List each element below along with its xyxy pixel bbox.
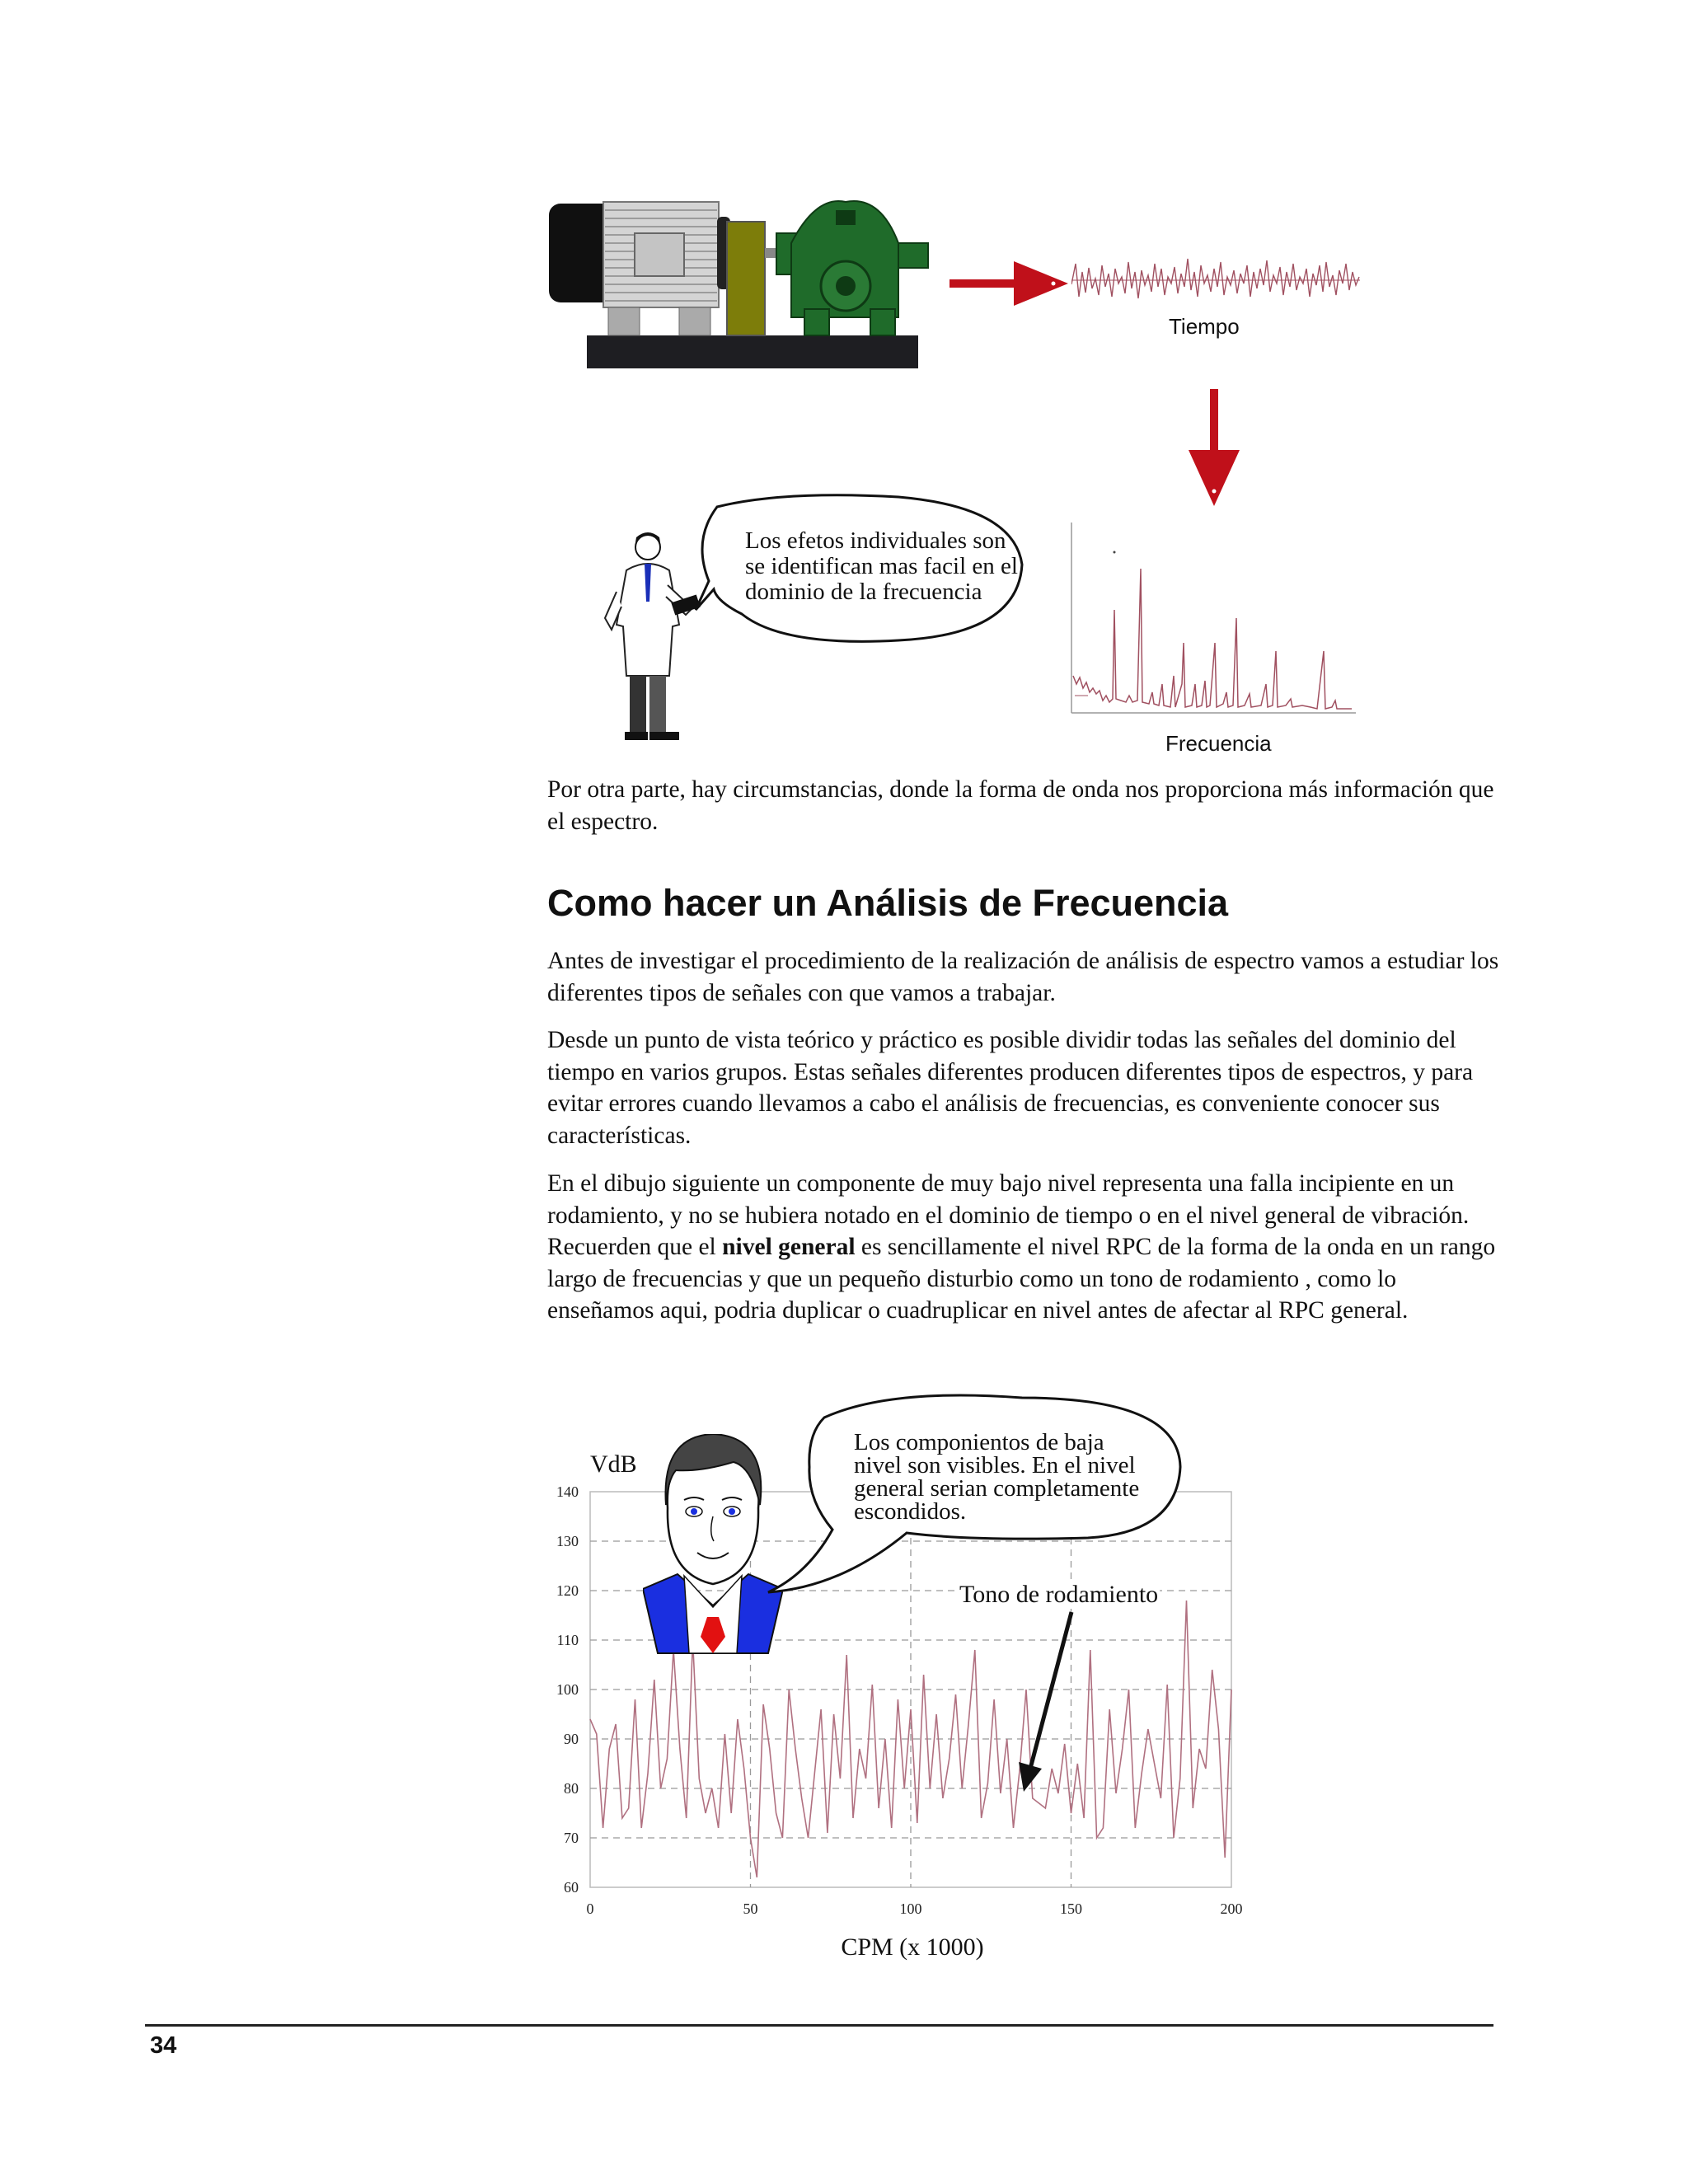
machine-illustration <box>544 194 940 375</box>
x-tick-label: 50 <box>743 1900 758 1917</box>
arrow-down-left-icon <box>1006 1607 1088 1797</box>
footer-rule <box>145 2024 1493 2027</box>
y-tick-label: 90 <box>564 1731 579 1747</box>
paragraph-3: Desde un punto de vista teórico y práctico es posible dividir todas las señales del dominio del tiempo en varios grupos. Estas señales diferentes producen diferentes tipos de espectros, y para evitar errores cuando llevamos a cabo el análisis de frecuencias, es conveniente conocer sus características. <box>547 1027 1474 1149</box>
bubble-line: dominio de la frecuencia <box>745 579 982 605</box>
x-tick-label: 150 <box>1060 1900 1082 1917</box>
y-tick-label: 130 <box>556 1533 579 1549</box>
y-axis-label: VdB <box>590 1451 637 1478</box>
page-number: 34 <box>150 2032 177 2059</box>
bubble-text-2 <box>854 1431 1139 1523</box>
bubble-line: nivel son visibles. En el nivel <box>854 1452 1136 1479</box>
x-tick-label: 200 <box>1220 1900 1243 1917</box>
time-waveform <box>1071 247 1360 305</box>
y-tick-label: 100 <box>556 1681 579 1698</box>
bubble-line: se identifican mas facil en el <box>745 553 1018 579</box>
bubble-text <box>745 528 1018 605</box>
frequency-label: Frecuencia <box>1165 731 1272 756</box>
paragraph-1: Por otra parte, hay circumstancias, donde la forma de onda nos proporciona más información que el espectro. <box>547 776 1494 835</box>
bubble-line: Los efetos individuales son <box>745 527 1006 554</box>
y-tick-label: 80 <box>564 1780 579 1797</box>
frequency-spectrum <box>1063 519 1360 717</box>
paragraph-4-text-end: es sencillamente el nivel RPC de la forma de la onda en un rango largo de frecuencias y que un pequeño disturbio como un tono de rodamiento , como lo enseñamos aqui, podria duplicar o cuadruplicar en nivel antes de afectar al RPC general. <box>547 1234 1496 1324</box>
bubble-line: general serian completamente <box>854 1475 1140 1502</box>
section-heading: Como hacer un Análisis de Frecuencia <box>547 882 1229 924</box>
y-tick-label: 110 <box>556 1632 579 1648</box>
time-label: Tiempo <box>1169 314 1240 339</box>
paragraph-4-bold: nivel general <box>722 1234 856 1260</box>
arrow-down-icon <box>1187 387 1241 508</box>
y-tick-label: 120 <box>556 1582 579 1599</box>
paragraph-2: Antes de investigar el procedimiento de la realización de análisis de espectro vamos a estudiar los diferentes tipos de señales con que vamos a trabajar. <box>547 948 1499 1006</box>
x-tick-label: 100 <box>899 1900 922 1917</box>
bearing-tone-annotation: Tono de rodamiento <box>959 1581 1159 1608</box>
paragraph-4 <box>547 1168 1503 1327</box>
x-axis-label: CPM (x 1000) <box>841 1933 984 1961</box>
x-tick-label: 0 <box>586 1900 594 1917</box>
paragraph-4-text: En el dibujo siguiente un componente de muy bajo nivel representa una falla incipiente en un rodamiento, y no se hubiera notado en el dominio de tiempo o en el nivel general de vibración. Recuerden que el <box>547 1170 1470 1260</box>
y-tick-label: 60 <box>564 1879 579 1896</box>
bubble-line: Los componientos de baja <box>854 1429 1104 1455</box>
y-tick-label: 70 <box>564 1830 579 1846</box>
arrow-right-icon <box>948 260 1071 309</box>
bubble-line: escondidos. <box>854 1498 967 1525</box>
y-tick-label: 140 <box>556 1483 579 1500</box>
